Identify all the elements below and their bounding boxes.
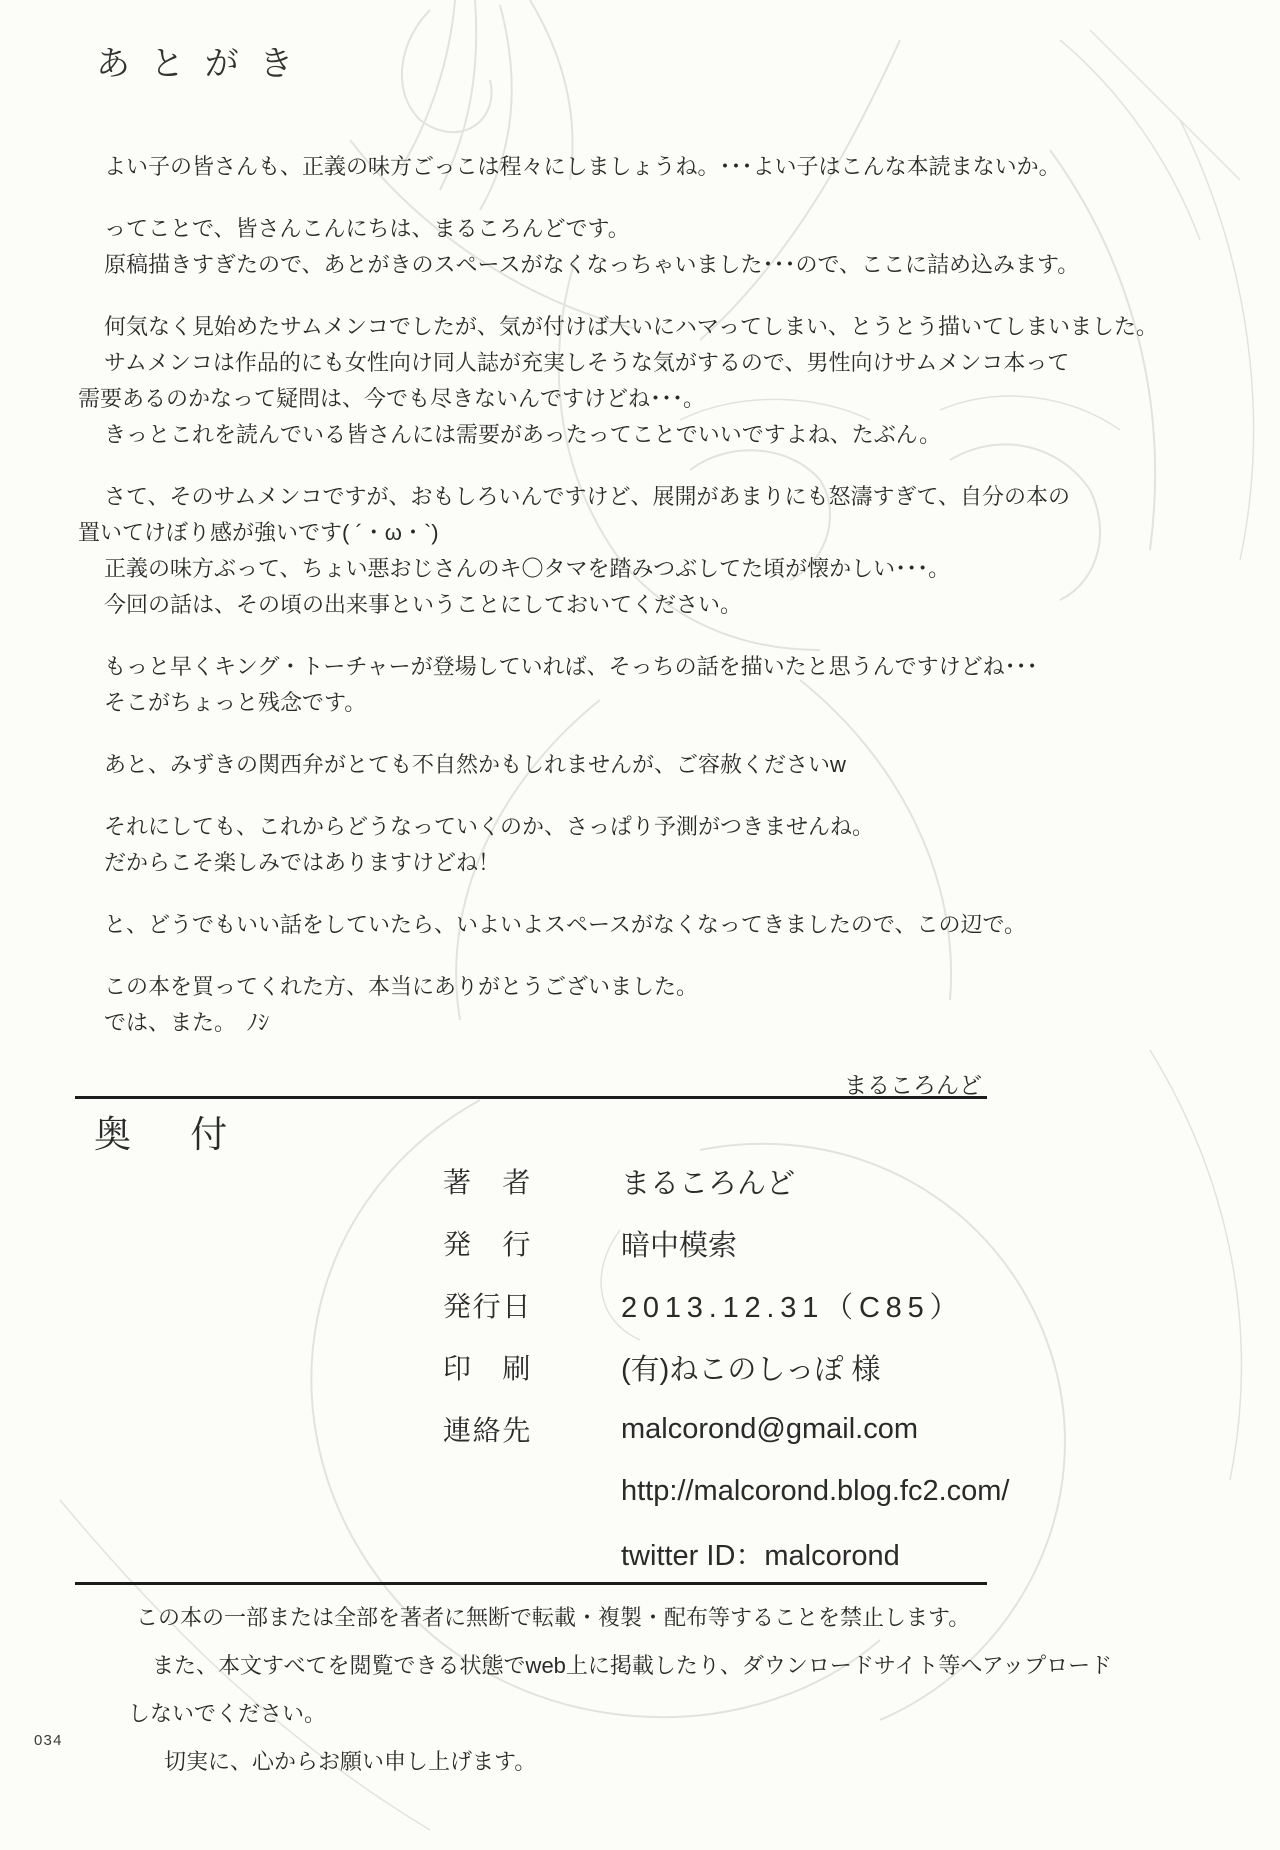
- text-line: 需要あるのかなって疑問は、今でも尽きないんですけどね･･･。: [78, 386, 706, 411]
- text-line: 置いてけぼり感が強いです( ´・ω・`): [78, 520, 439, 545]
- text-line: きっとこれを読んでいる皆さんには需要があったってことでいいですよね、たぶん。: [104, 422, 942, 447]
- text-line: 正義の味方ぶって、ちょい悪おじさんのキ〇タマを踏みつぶしてた頃が懐かしい･･･。: [104, 556, 951, 581]
- page-number: 034: [34, 1732, 63, 1749]
- text-line: と、どうでもいい話をしていたら、いよいよスペースがなくなってきましたので、この辺で。: [104, 912, 1027, 937]
- text-line: この本を買ってくれた方、本当にありがとうございました。: [104, 974, 699, 999]
- section-divider: [75, 1096, 987, 1099]
- text-line: よい子の皆さんも、正義の味方ごっこは程々にしましょうね。･･･よい子はこんな本読まないか。: [104, 154, 1061, 179]
- text-line: 原稿描きすぎたので、あとがきのスペースがなくなっちゃいました･･･ので、ここに詰め込みます。: [104, 252, 1080, 277]
- text-line: それにしても、これからどうなっていくのか、さっぱり予測がつきませんね。: [104, 814, 875, 839]
- paragraph: [78, 149, 1061, 185]
- text-line: ってことで、皆さんこんにちは、まるころんどです。: [104, 216, 630, 241]
- colophon-value: 暗中模索: [621, 1229, 738, 1262]
- paragraph: [78, 649, 1038, 721]
- text-line: サムメンコは作品的にも女性向け同人誌が充実しそうな気がするので、男性向けサムメンコ本って: [104, 350, 1070, 375]
- legal-line: この本の一部または全部を著者に無断で転載・複製・配布等することを禁止します。: [136, 1605, 971, 1630]
- colophon-table: [443, 1150, 1013, 1584]
- text-line: では、また。 ﾉｼ: [104, 1010, 270, 1035]
- text-line: 今回の話は、その頃の出来事ということにしておいてください。: [104, 592, 743, 617]
- colophon-row-author: [443, 1150, 1013, 1212]
- colophon-row-twitter-id: [443, 1522, 1013, 1584]
- paragraph: [78, 907, 1027, 943]
- colophon-row-publisher: [443, 1212, 1013, 1274]
- paragraph: [78, 747, 986, 783]
- text-line: 何気なく見始めたサムメンコでしたが、気が付けば大いにハマってしまい、とうとう描いてしまいました。: [104, 314, 1159, 339]
- colophon-label: 発行日: [443, 1291, 533, 1322]
- legal-line: 切実に、心からお願い申し上げます。: [164, 1749, 537, 1774]
- text-line: もっと早くキング・トーチャーが登場していれば、そっちの話を描いたと思うんですけどね･･･: [104, 654, 1038, 679]
- colophon-row-printer: [443, 1336, 1013, 1398]
- colophon-value: (有)ねこのしっぽ 様: [621, 1353, 881, 1386]
- colophon-title: 奥 付: [94, 1114, 239, 1155]
- legal-line: また、本文すべてを閲覧できる状態でweb上に掲載したり、ダウンロードサイト等へアップロード: [152, 1653, 1113, 1678]
- section-divider: [75, 1582, 987, 1585]
- paragraph: [78, 809, 986, 881]
- colophon-label: 印 刷: [443, 1353, 533, 1384]
- colophon-label: 発 行: [443, 1229, 533, 1260]
- legal-line: しないでください。: [128, 1701, 327, 1726]
- colophon-value: まるころんど: [621, 1167, 796, 1200]
- colophon-row-publish-date: [443, 1274, 1013, 1336]
- blog-url: http://malcorond.blog.fc2.com/: [621, 1474, 1010, 1507]
- paragraph: [78, 211, 1080, 283]
- afterword-section: [78, 36, 1159, 1103]
- colophon-value: 2013.12.31（C85）: [621, 1291, 965, 1324]
- twitter-id: twitter ID：malcorond: [621, 1539, 900, 1572]
- legal-notice: [78, 1594, 1113, 1786]
- afterword-title: あとがき: [96, 45, 314, 83]
- paragraph: [78, 479, 1071, 623]
- text-line: あと、みずきの関西弁がとても不自然かもしれませんが、ご容赦くださいw: [104, 752, 846, 777]
- colophon-row-blog-url: [443, 1460, 1013, 1522]
- afterword-body: [78, 149, 1159, 1103]
- text-line: そこがちょっと残念です。: [104, 690, 367, 715]
- text-line: だからこそ楽しみではありますけどね！: [104, 850, 501, 875]
- paragraph: [78, 309, 1159, 453]
- colophon-label: 連絡先: [443, 1415, 533, 1446]
- text-line: さて、そのサムメンコですが、おもしろいんですけど、展開があまりにも怒濤すぎて、自分の本の: [104, 484, 1071, 509]
- author-signature: まるころんど: [844, 1072, 982, 1098]
- contact-email: malcorond@gmail.com: [621, 1412, 918, 1445]
- paragraph: [78, 969, 986, 1041]
- colophon-label: 著 者: [443, 1167, 533, 1198]
- colophon-row-contact-email: [443, 1398, 1013, 1460]
